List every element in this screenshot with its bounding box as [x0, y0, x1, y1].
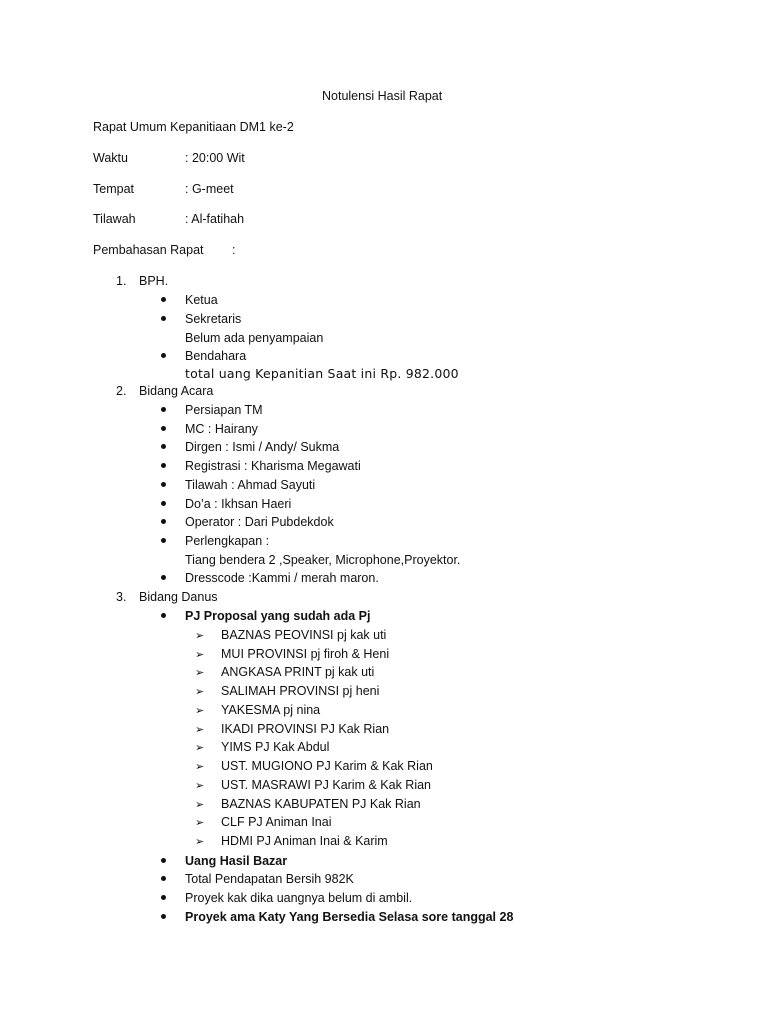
- section-number: 1.: [116, 274, 127, 288]
- bullet-icon: [161, 575, 166, 580]
- bullet-icon: [161, 519, 166, 524]
- arrow-bullet-icon: ➢: [195, 648, 205, 661]
- info-value-tempat: : G-meet: [185, 182, 234, 196]
- list-item: Do’a : Ikhsan Haeri: [185, 497, 292, 511]
- section-title-danus: Bidang Danus: [139, 590, 218, 604]
- list-item: Proyek ama Katy Yang Bersedia Selasa sore tanggal 28: [185, 910, 514, 924]
- arrow-bullet-icon: ➢: [195, 760, 205, 773]
- list-item-note: Belum ada penyampaian: [185, 331, 324, 345]
- section-number: 3.: [116, 590, 127, 604]
- list-item: Bendahara: [185, 349, 247, 363]
- info-label-tempat: Tempat: [93, 182, 134, 196]
- list-item: Operator : Dari Pubdekdok: [185, 515, 334, 529]
- bullet-icon: [161, 482, 166, 487]
- list-item: Dresscode :Kammi / merah maron.: [185, 571, 379, 585]
- section-title-acara: Bidang Acara: [139, 384, 214, 398]
- pembahasan-label: Pembahasan Rapat: [93, 243, 204, 257]
- proposal-item: YAKESMA pj nina: [221, 703, 321, 717]
- section-title-bph: BPH.: [139, 274, 169, 288]
- list-item: Total Pendapatan Bersih 982K: [185, 872, 354, 886]
- list-item: Tilawah : Ahmad Sayuti: [185, 478, 316, 492]
- arrow-bullet-icon: ➢: [195, 629, 205, 642]
- bullet-icon: [161, 876, 166, 881]
- list-item: Sekretaris: [185, 312, 242, 326]
- list-item: Ketua: [185, 293, 218, 307]
- page-title: Notulensi Hasil Rapat: [322, 89, 443, 103]
- proposal-item: CLF PJ Animan Inai: [221, 815, 332, 829]
- arrow-bullet-icon: ➢: [195, 816, 205, 829]
- bullet-icon: [161, 463, 166, 468]
- bullet-icon: [161, 613, 166, 618]
- proposal-item: UST. MASRAWI PJ Karim & Kak Rian: [221, 778, 431, 792]
- proposal-item: HDMI PJ Animan Inai & Karim: [221, 834, 388, 848]
- proposal-item: SALIMAH PROVINSI pj heni: [221, 684, 380, 698]
- info-label-waktu: Waktu: [93, 151, 128, 165]
- arrow-bullet-icon: ➢: [195, 741, 205, 754]
- proposal-item: IKADI PROVINSI PJ Kak Rian: [221, 722, 390, 736]
- list-item-note: total uang Kepanitian Saat ini Rp. 982.000: [185, 366, 459, 381]
- proposal-item: ANGKASA PRINT pj kak uti: [221, 665, 375, 679]
- bullet-icon: [161, 501, 166, 506]
- bullet-icon: [161, 895, 166, 900]
- proposal-item: MUI PROVINSI pj firoh & Heni: [221, 647, 390, 661]
- arrow-bullet-icon: ➢: [195, 835, 205, 848]
- info-value-waktu: : 20:00 Wit: [185, 151, 245, 165]
- list-item: Proyek kak dika uangnya belum di ambil.: [185, 891, 413, 905]
- bullet-icon: [161, 426, 166, 431]
- proposal-heading: PJ Proposal yang sudah ada Pj: [185, 609, 371, 623]
- proposal-item: BAZNAS PEOVINSI pj kak uti: [221, 628, 387, 642]
- bullet-icon: [161, 407, 166, 412]
- proposal-item: UST. MUGIONO PJ Karim & Kak Rian: [221, 759, 433, 773]
- list-item: Dirgen : Ismi / Andy/ Sukma: [185, 440, 340, 454]
- bullet-icon: [161, 914, 166, 919]
- arrow-bullet-icon: ➢: [195, 779, 205, 792]
- list-item: Persiapan TM: [185, 403, 263, 417]
- pembahasan-colon: :: [232, 243, 236, 257]
- arrow-bullet-icon: ➢: [195, 685, 205, 698]
- bullet-icon: [161, 444, 166, 449]
- arrow-bullet-icon: ➢: [195, 798, 205, 811]
- list-item: MC : Hairany: [185, 422, 258, 436]
- meeting-subtitle: Rapat Umum Kepanitiaan DM1 ke-2: [93, 120, 294, 134]
- bullet-icon: [161, 538, 166, 543]
- arrow-bullet-icon: ➢: [195, 704, 205, 717]
- proposal-item: BAZNAS KABUPATEN PJ Kak Rian: [221, 797, 421, 811]
- info-value-tilawah: : Al-fatihah: [185, 212, 245, 226]
- bullet-icon: [161, 316, 166, 321]
- proposal-item: YIMS PJ Kak Abdul: [221, 740, 330, 754]
- arrow-bullet-icon: ➢: [195, 723, 205, 736]
- arrow-bullet-icon: ➢: [195, 666, 205, 679]
- section-number: 2.: [116, 384, 127, 398]
- bullet-icon: [161, 858, 166, 863]
- bullet-icon: [161, 297, 166, 302]
- list-item: Uang Hasil Bazar: [185, 854, 288, 868]
- list-item: Registrasi : Kharisma Megawati: [185, 459, 361, 473]
- list-item-note: Tiang bendera 2 ,Speaker, Microphone,Proyektor.: [185, 553, 461, 567]
- list-item: Perlengkapan :: [185, 534, 270, 548]
- bullet-icon: [161, 353, 166, 358]
- info-label-tilawah: Tilawah: [93, 212, 136, 226]
